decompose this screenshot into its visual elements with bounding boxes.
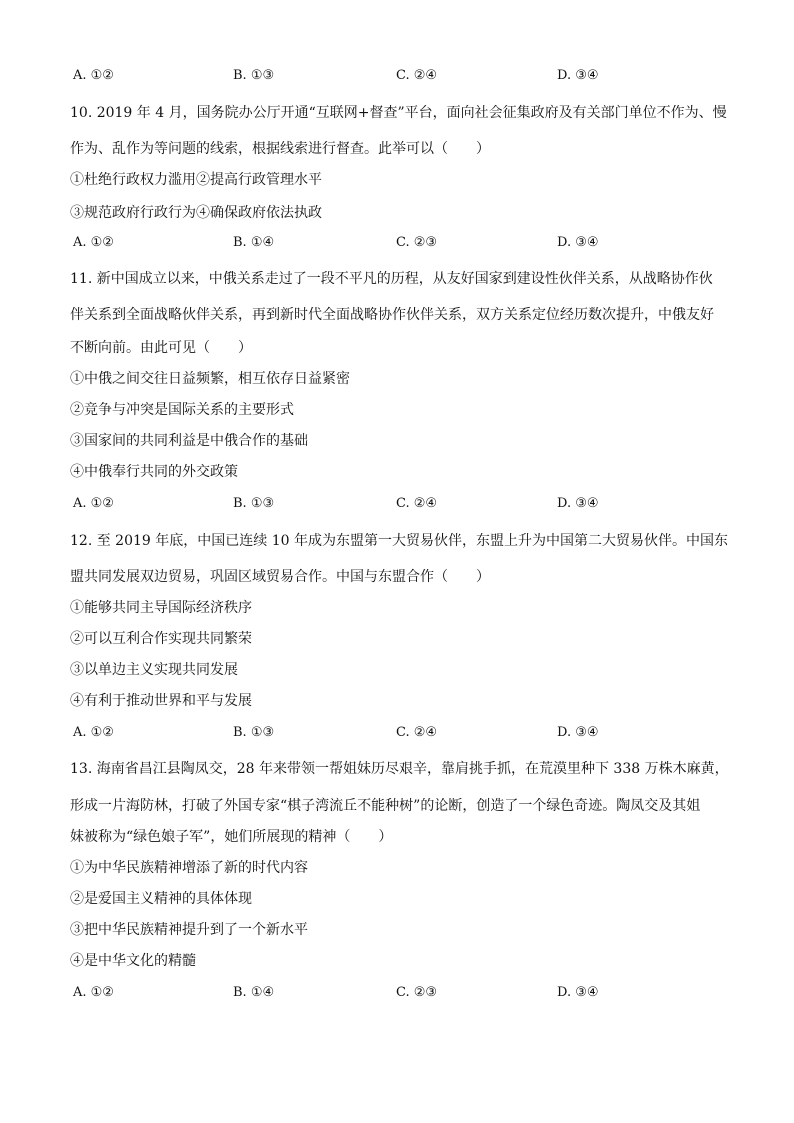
question-12-item-1: ①能够共同主导国际经济秩序	[70, 600, 252, 616]
question-11-option-a: A. ①②	[73, 496, 114, 511]
question-13-stem-line-1: 13. 海南省昌江县陶凤交，28 年来带领一帮姐妹历尽艰辛，靠肩挑手抓，在荒漠里种下 338 万株木麻黄，	[70, 761, 729, 777]
question-13-option-a: A. ①②	[73, 985, 114, 1000]
question-10-option-a: A. ①②	[73, 235, 114, 250]
question-13-option-c: C. ②③	[396, 985, 438, 1000]
question-13-item-1: ①为中华民族精神增添了新的时代内容	[70, 860, 308, 876]
question-13-stem-line-3: 妹被称为“绿色娘子军”，她们所展现的精神（ ）	[70, 829, 393, 845]
question-12-stem-line-1: 12. 至 2019 年底，中国已连续 10 年成为东盟第一大贸易伙伴，东盟上升为中国第二大贸易伙伴。中国东	[70, 533, 728, 549]
question-11-stem-line-1: 11. 新中国成立以来，中俄关系走过了一段不平凡的历程，从友好国家到建设性伙伴关系，从战略协作伙	[70, 271, 713, 287]
question-12-option-d: D. ③④	[557, 725, 599, 740]
question-12-item-2: ②可以互利合作实现共同繁荣	[70, 631, 252, 647]
option-b: B. ①③	[233, 68, 275, 83]
question-12-option-a: A. ①②	[73, 725, 114, 740]
question-10-option-d: D. ③④	[557, 235, 599, 250]
question-13-item-2: ②是爱国主义精神的具体体现	[70, 891, 252, 907]
question-11-item-2: ②竞争与冲突是国际关系的主要形式	[70, 402, 294, 418]
question-12-stem-line-2: 盟共同发展双边贸易，巩固区域贸易合作。中国与东盟合作（ ）	[70, 569, 490, 585]
question-10-item-2: ③规范政府行政行为④确保政府依法执政	[70, 205, 322, 221]
question-12-option-b: B. ①③	[233, 725, 275, 740]
question-11-option-d: D. ③④	[557, 496, 599, 511]
question-13-item-3: ③把中华民族精神提升到了一个新水平	[70, 922, 308, 938]
question-13-option-d: D. ③④	[557, 985, 599, 1000]
question-12-item-3: ③以单边主义实现共同发展	[70, 662, 238, 678]
question-10-stem-line-1: 10. 2019 年 4 月，国务院办公厅开通“互联网+督查”平台，面向社会征集政府及有关部门单位不作为、慢	[70, 105, 727, 121]
question-13-option-b: B. ①④	[233, 985, 275, 1000]
question-12-item-4: ④有利于推动世界和平与发展	[70, 693, 252, 709]
question-10-option-c: C. ②③	[396, 235, 438, 250]
question-11-option-b: B. ①③	[233, 496, 275, 511]
question-12-option-c: C. ②④	[396, 725, 438, 740]
question-10-stem-line-2: 作为、乱作为等问题的线索，根据线索进行督查。此举可以（ ）	[70, 141, 490, 157]
question-11-item-1: ①中俄之间交往日益频繁，相互依存日益紧密	[70, 371, 350, 387]
question-11-item-4: ④中俄奉行共同的外交政策	[70, 464, 238, 480]
question-10-item-1: ①杜绝行政权力滥用②提高行政管理水平	[70, 172, 322, 188]
question-11-stem-line-2: 伴关系到全面战略伙伴关系，再到新时代全面战略协作伙伴关系，双方关系定位经历数次提升，中俄友好	[70, 307, 714, 323]
question-10-option-b: B. ①④	[233, 235, 275, 250]
question-11-item-3: ③国家间的共同利益是中俄合作的基础	[70, 433, 308, 449]
question-11-option-c: C. ②④	[396, 496, 438, 511]
question-13-stem-line-2: 形成一片海防林，打破了外国专家“棋子湾流丘不能种树”的论断，创造了一个绿色奇迹。陶凤交及其姐	[70, 798, 701, 814]
question-13-item-4: ④是中华文化的精髓	[70, 953, 196, 969]
question-11-stem-line-3: 不断向前。由此可见（ ）	[70, 340, 252, 356]
option-c: C. ②④	[396, 68, 438, 83]
option-d: D. ③④	[557, 68, 599, 83]
option-a: A. ①②	[73, 68, 114, 83]
